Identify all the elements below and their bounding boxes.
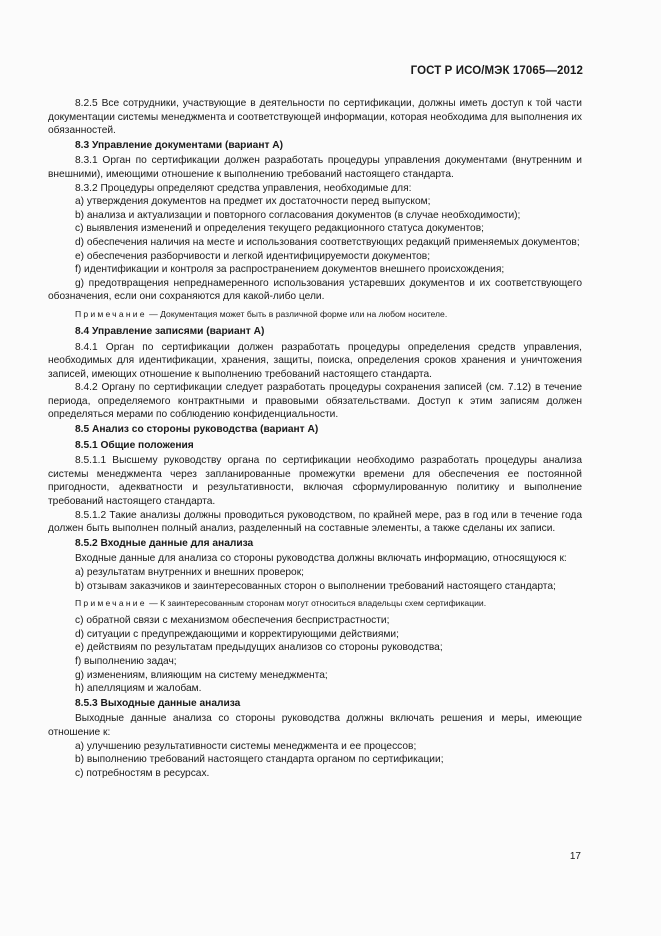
list-item: g) изменениям, влияющим на систему менеджмента; xyxy=(75,669,328,681)
list-item: c) обратной связи с механизмом обеспечения беспристрастности; xyxy=(75,615,390,627)
note-text: — Документация может быть в различной форме или на любом носителе. xyxy=(146,308,448,319)
list-item: c) выявления изменений и определения текущего редакционного статуса документов; xyxy=(75,223,484,235)
list-item: d) обеспечения наличия на месте и использования соответствующих редакций применяемых документов; xyxy=(75,236,580,248)
clause-8-5-1-2: 8.5.1.2 Такие анализы должны проводиться руководством, по крайней мере, раз в год или в течение года должен быть выполнен полный анализ, разделенный на составные элементы, а также сделаны их записи. xyxy=(48,509,582,535)
list-item: a) утверждения документов на предмет их достаточности перед выпуском; xyxy=(75,196,431,208)
list-item: f) выполнению задач; xyxy=(75,655,177,667)
page-content xyxy=(48,97,582,780)
heading-8-5-3: 8.5.3 Выходные данные анализа xyxy=(75,697,241,709)
list-item: b) отзывам заказчиков и заинтересованных сторон о выполнении требований настоящего стандарта; xyxy=(75,580,556,592)
list-item: e) обеспечения разборчивости и легкой идентифицируемости документов; xyxy=(75,250,431,262)
standard-header: ГОСТ Р ИСО/МЭК 17065—2012 xyxy=(410,65,583,77)
note-label: Примечание xyxy=(75,598,147,609)
list-item: e) действиям по результатам предыдущих анализов со стороны руководства; xyxy=(75,642,443,654)
list-item: b) выполнению требований настоящего стандарта органом по сертификации; xyxy=(75,754,444,766)
clause-8-2-5: 8.2.5 Все сотрудники, участвующие в деятельности по сертификации, должны иметь доступ к той части документации системы менеджмента и соответствующей информации, которая необходима для выполнения их обязанностей. xyxy=(48,98,582,137)
clause-8-4-2: 8.4.2 Органу по сертификации следует разработать процедуры сохранения записей (см. 7.12) в течение периода, определяемого контрактными и правовыми обязательствами. Доступ к этим записям должен определяться мерами по соблюдению конфиденциальности. xyxy=(48,382,582,421)
note-documentation xyxy=(48,308,582,320)
list-item: a) улучшению результативности системы менеджмента и ее процессов; xyxy=(75,740,417,752)
clause-8-5-2: Входные данные для анализа со стороны руководства должны включать информацию, относящуюся к: xyxy=(75,553,567,565)
page-number: 17 xyxy=(569,851,581,862)
clause-8-3-2: 8.3.2 Процедуры определяют средства управления, необходимые для: xyxy=(75,182,412,194)
heading-8-4: 8.4 Управление записями (вариант А) xyxy=(75,325,265,337)
list-item: f) идентификации и контроля за распространением документов внешнего происхождения; xyxy=(75,264,505,276)
list-item: g) предотвращения непреднамеренного использования устаревших документов и их соответствующего обозначения, если они сохраняются для какой-либо цели. xyxy=(48,277,582,303)
list-item: b) анализа и актуализации и повторного согласования документов (в случае необходимости); xyxy=(75,209,521,221)
clause-8-5-1-1: 8.5.1.1 Высшему руководству органа по сертификации необходимо разработать процедуры анализа системы менеджмента через запланированные промежутки времени для обеспечения ее постоянной пригодности, адекватности и результативности, включая сформулированную политику и выполнение требований настоящего стандарта. xyxy=(48,455,582,508)
heading-8-5-2: 8.5.2 Входные данные для анализа xyxy=(75,537,254,549)
list-item: c) потребностям в ресурсах. xyxy=(75,767,210,779)
list-item: a) результатам внутренних и внешних проверок; xyxy=(75,567,304,578)
note-interested-parties xyxy=(48,597,582,609)
list-item: h) апелляциям и жалобам. xyxy=(75,683,202,695)
note-label: Примечание xyxy=(75,308,147,319)
clause-8-3-1: 8.3.1 Орган по сертификации должен разработать процедуры управления документами (внутренним и внешними), имеющими отношение к выполнению требований настоящего стандарта. xyxy=(48,155,582,180)
list-item: d) ситуации с предупреждающими и корректирующими действиями; xyxy=(75,628,399,640)
heading-8-3: 8.3 Управление документами (вариант А) xyxy=(75,139,284,151)
clause-8-5-3: Выходные данные анализа со стороны руководства должны включать решения и меры, имеющие отношение к: xyxy=(48,713,582,738)
heading-8-5-1: 8.5.1 Общие положения xyxy=(75,439,194,451)
heading-8-5: 8.5 Анализ со стороны руководства (вариант А) xyxy=(75,424,319,436)
clause-8-4-1: 8.4.1 Орган по сертификации должен разработать процедуры определения средств управления, необходимых для идентификации, хранения, защиты, поиска, определения сроков хранения и уничтожения записей, имеющих отношение к выполнению требований настоящего стандарта. xyxy=(48,341,582,380)
note-text: — К заинтересованным сторонам могут относиться владельцы схем сертификации. xyxy=(146,598,487,609)
